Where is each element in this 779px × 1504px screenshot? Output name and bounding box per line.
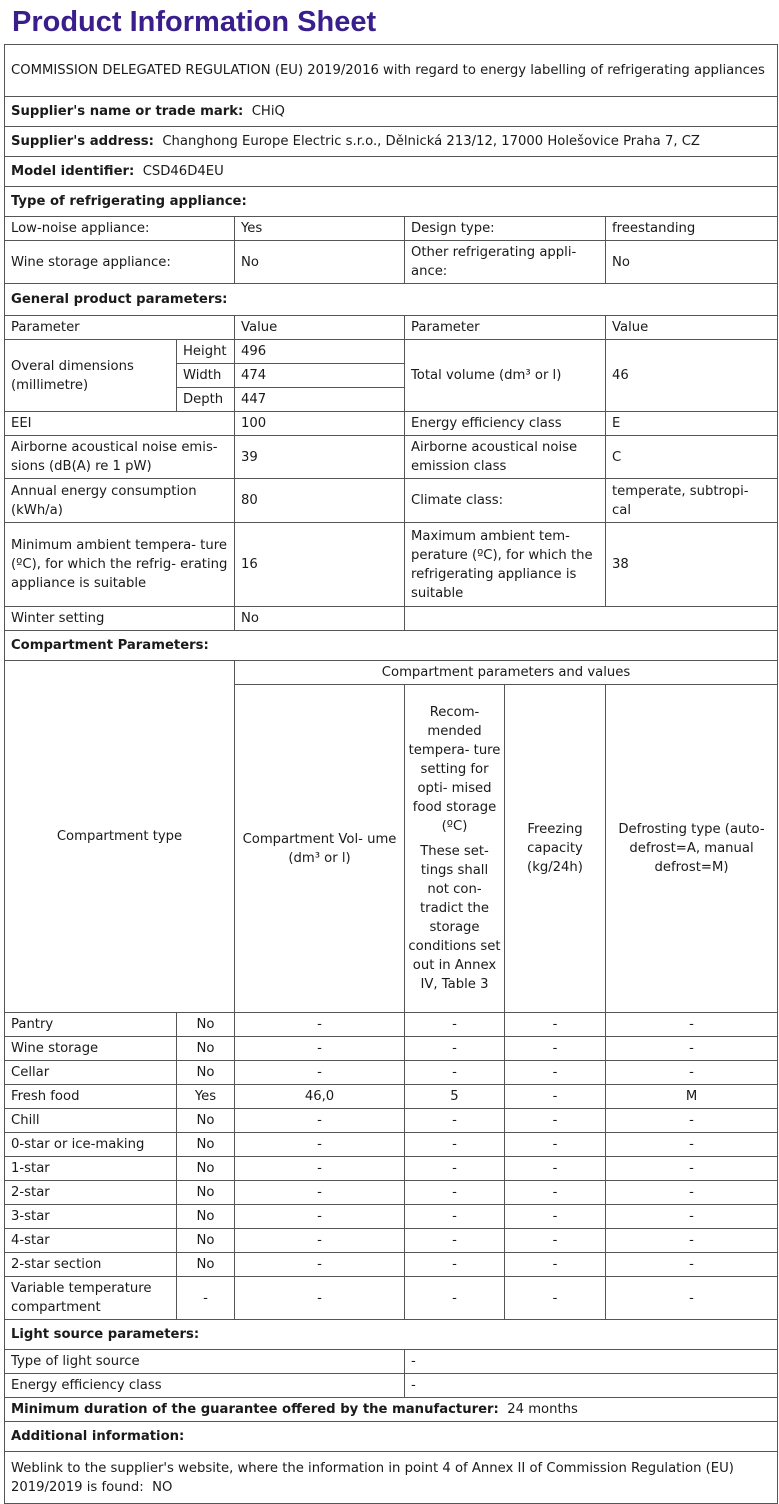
compartment-volume: - xyxy=(235,1157,405,1181)
model-value: CSD46D4EU xyxy=(142,164,224,179)
noise-class-label: Airborne acoustical noise emission class xyxy=(405,436,606,479)
model-label: Model identifier: xyxy=(11,164,135,179)
compartment-present: No xyxy=(177,1037,235,1061)
type-heading: Type of refrigerating appliance: xyxy=(5,187,778,217)
winter-setting-value: No xyxy=(235,607,405,631)
climate-class-value: temperate, subtropi- cal xyxy=(606,479,778,523)
compartment-row xyxy=(5,1205,778,1229)
compartment-freezing: - xyxy=(505,1157,606,1181)
height-value: 496 xyxy=(235,340,405,364)
compartment-row xyxy=(5,1037,778,1061)
compartment-temperature: - xyxy=(405,1277,505,1320)
min-temp-value: 16 xyxy=(235,523,405,607)
low-noise-value: Yes xyxy=(235,217,405,241)
compartment-temperature: - xyxy=(405,1037,505,1061)
compartment-volume: - xyxy=(235,1253,405,1277)
width-label: Width xyxy=(177,364,235,388)
compartment-rows xyxy=(5,1013,778,1320)
compartment-defrost: - xyxy=(606,1109,778,1133)
compartment-present: No xyxy=(177,1205,235,1229)
temperature-header xyxy=(405,685,505,1013)
energy-class-label: Energy efficiency class xyxy=(405,412,606,436)
compartment-present: No xyxy=(177,1013,235,1037)
dimensions-label: Overal dimensions (millimetre) xyxy=(5,340,177,412)
wine-storage-label: Wine storage appliance: xyxy=(5,241,235,284)
compartment-type-header: Compartment type xyxy=(5,661,235,1013)
total-volume-value: 46 xyxy=(606,340,778,412)
temperature-note: These set- tings shall not con- tradict the storage conditions set out in Annex IV, Table 3 xyxy=(408,844,501,992)
compartment-temperature: - xyxy=(405,1181,505,1205)
general-heading: General product parameters: xyxy=(5,284,778,316)
compartment-temperature: - xyxy=(405,1229,505,1253)
annual-energy-value: 80 xyxy=(235,479,405,523)
noise-emissions-value: 39 xyxy=(235,436,405,479)
regulation-text: COMMISSION DELEGATED REGULATION (EU) 2019/2016 with regard to energy labelling of refrigerating appliances xyxy=(5,45,778,97)
weblink-text: Weblink to the supplier's website, where the information in point 4 of Annex II of Commission Regulation (EU) 2019/2019 is found: xyxy=(11,1460,734,1495)
additional-heading: Additional information: xyxy=(5,1422,778,1452)
compartment-present: No xyxy=(177,1157,235,1181)
compartment-volume: - xyxy=(235,1037,405,1061)
light-class-label: Energy efficiency class xyxy=(5,1374,405,1398)
compartment-name: 0-star or ice-making xyxy=(5,1133,177,1157)
compartment-defrost: M xyxy=(606,1085,778,1109)
depth-value: 447 xyxy=(235,388,405,412)
light-heading: Light source parameters: xyxy=(5,1320,778,1350)
max-temp-label: Maximum ambient tem- perature (ºC), for which the refrigerating appliance is suitable xyxy=(405,523,606,607)
compartment-name: Wine storage xyxy=(5,1037,177,1061)
page-title: Product Information Sheet xyxy=(12,6,377,38)
compartment-temperature: - xyxy=(405,1205,505,1229)
compartment-present: No xyxy=(177,1109,235,1133)
compartment-row xyxy=(5,1181,778,1205)
compartment-name: Chill xyxy=(5,1109,177,1133)
compartment-row xyxy=(5,1253,778,1277)
eei-value: 100 xyxy=(235,412,405,436)
compartment-present: No xyxy=(177,1253,235,1277)
compartment-defrost: - xyxy=(606,1037,778,1061)
compartment-freezing: - xyxy=(505,1037,606,1061)
compartment-temperature: 5 xyxy=(405,1085,505,1109)
weblink-value: NO xyxy=(152,1479,173,1495)
compartment-name: Variable temperature compartment xyxy=(5,1277,177,1320)
compartment-name: 4-star xyxy=(5,1229,177,1253)
design-type-label: Design type: xyxy=(405,217,606,241)
compartment-defrost: - xyxy=(606,1229,778,1253)
max-temp-value: 38 xyxy=(606,523,778,607)
compartment-name: 2-star xyxy=(5,1181,177,1205)
freezing-header: Freezing capacity (kg/24h) xyxy=(505,685,606,1013)
compartment-volume: 46,0 xyxy=(235,1085,405,1109)
compartment-temperature: - xyxy=(405,1133,505,1157)
compartment-defrost: - xyxy=(606,1061,778,1085)
compartment-volume: - xyxy=(235,1277,405,1320)
compartment-temperature: - xyxy=(405,1061,505,1085)
light-type-value: - xyxy=(405,1350,778,1374)
supplier-name-value: CHiQ xyxy=(251,104,285,119)
info-table xyxy=(4,44,778,1504)
light-type-label: Type of light source xyxy=(5,1350,405,1374)
weblink-row xyxy=(5,1452,778,1504)
compartment-freezing: - xyxy=(505,1205,606,1229)
compartment-defrost: - xyxy=(606,1253,778,1277)
volume-header: Compartment Vol- ume (dm³ or l) xyxy=(235,685,405,1013)
compartment-temperature: - xyxy=(405,1253,505,1277)
compartment-row xyxy=(5,1229,778,1253)
compartment-present: No xyxy=(177,1229,235,1253)
compartment-freezing: - xyxy=(505,1133,606,1157)
compartment-defrost: - xyxy=(606,1157,778,1181)
compartment-volume: - xyxy=(235,1109,405,1133)
compartment-name: Cellar xyxy=(5,1061,177,1085)
min-temp-label: Minimum ambient tempera- ture (ºC), for which the refrig- erating appliance is suitable xyxy=(5,523,235,607)
compartment-volume: - xyxy=(235,1181,405,1205)
compartment-volume: - xyxy=(235,1133,405,1157)
compartment-freezing: - xyxy=(505,1277,606,1320)
compartment-name: 2-star section xyxy=(5,1253,177,1277)
col-parameter-2: Parameter xyxy=(405,316,606,340)
compartment-present: - xyxy=(177,1277,235,1320)
compartment-freezing: - xyxy=(505,1085,606,1109)
annual-energy-label: Annual energy consumption (kWh/a) xyxy=(5,479,235,523)
compartment-temperature: - xyxy=(405,1109,505,1133)
compartment-present: No xyxy=(177,1061,235,1085)
compartment-present: No xyxy=(177,1133,235,1157)
energy-class-value: E xyxy=(606,412,778,436)
width-value: 474 xyxy=(235,364,405,388)
compartment-row xyxy=(5,1133,778,1157)
winter-empty xyxy=(405,607,778,631)
compartment-present: No xyxy=(177,1181,235,1205)
supplier-name-row xyxy=(5,97,778,127)
compartment-row xyxy=(5,1061,778,1085)
low-noise-label: Low-noise appliance: xyxy=(5,217,235,241)
compartment-name: 1-star xyxy=(5,1157,177,1181)
compartment-row xyxy=(5,1109,778,1133)
compartment-freezing: - xyxy=(505,1061,606,1085)
compartment-row xyxy=(5,1277,778,1320)
wine-storage-value: No xyxy=(235,241,405,284)
compartment-row xyxy=(5,1157,778,1181)
guarantee-label: Minimum duration of the guarantee offered by the manufacturer: xyxy=(11,1402,499,1417)
height-label: Height xyxy=(177,340,235,364)
compartment-defrost: - xyxy=(606,1277,778,1320)
col-value-2: Value xyxy=(606,316,778,340)
compartment-name: Pantry xyxy=(5,1013,177,1037)
compartment-defrost: - xyxy=(606,1205,778,1229)
compartment-row xyxy=(5,1013,778,1037)
supplier-address-row xyxy=(5,127,778,157)
compartments-heading: Compartment Parameters: xyxy=(5,631,778,661)
compartment-freezing: - xyxy=(505,1229,606,1253)
temperature-header-text: Recom- mended tempera- ture setting for opti- mised food storage (ºC) xyxy=(408,705,501,834)
col-parameter: Parameter xyxy=(5,316,235,340)
other-appliance-value: No xyxy=(606,241,778,284)
light-class-value: - xyxy=(405,1374,778,1398)
winter-setting-label: Winter setting xyxy=(5,607,235,631)
noise-emissions-label: Airborne acoustical noise emis- sions (dB(A) re 1 pW) xyxy=(5,436,235,479)
compartment-freezing: - xyxy=(505,1181,606,1205)
depth-label: Depth xyxy=(177,388,235,412)
compartment-defrost: - xyxy=(606,1133,778,1157)
guarantee-row xyxy=(5,1398,778,1422)
compartment-freezing: - xyxy=(505,1253,606,1277)
product-information-sheet xyxy=(4,0,777,1504)
guarantee-value: 24 months xyxy=(507,1402,578,1417)
compartment-volume: - xyxy=(235,1229,405,1253)
design-type-value: freestanding xyxy=(606,217,778,241)
compartment-defrost: - xyxy=(606,1181,778,1205)
compartment-temperature: - xyxy=(405,1157,505,1181)
compartment-name: Fresh food xyxy=(5,1085,177,1109)
noise-class-value: C xyxy=(606,436,778,479)
compartment-volume: - xyxy=(235,1061,405,1085)
total-volume-label: Total volume (dm³ or l) xyxy=(405,340,606,412)
col-value: Value xyxy=(235,316,405,340)
compartment-row xyxy=(5,1085,778,1109)
compartment-volume: - xyxy=(235,1013,405,1037)
climate-class-label: Climate class: xyxy=(405,479,606,523)
model-row xyxy=(5,157,778,187)
compartment-defrost: - xyxy=(606,1013,778,1037)
defrost-header: Defrosting type (auto-defrost=A, manual defrost=M) xyxy=(606,685,778,1013)
compartment-name: 3-star xyxy=(5,1205,177,1229)
compartment-present: Yes xyxy=(177,1085,235,1109)
compartment-volume: - xyxy=(235,1205,405,1229)
compartment-freezing: - xyxy=(505,1013,606,1037)
eei-label: EEI xyxy=(5,412,235,436)
supplier-address-label: Supplier's address: xyxy=(11,134,154,149)
other-appliance-label: Other refrigerating appli- ance: xyxy=(405,241,606,284)
compartment-freezing: - xyxy=(505,1109,606,1133)
supplier-name-label: Supplier's name or trade mark: xyxy=(11,104,244,119)
supplier-address-value: Changhong Europe Electric s.r.o., Dělnická 213/12, 17000 Holešovice Praha 7, CZ xyxy=(162,134,700,149)
compartment-temperature: - xyxy=(405,1013,505,1037)
compartment-params-header: Compartment parameters and values xyxy=(235,661,778,685)
